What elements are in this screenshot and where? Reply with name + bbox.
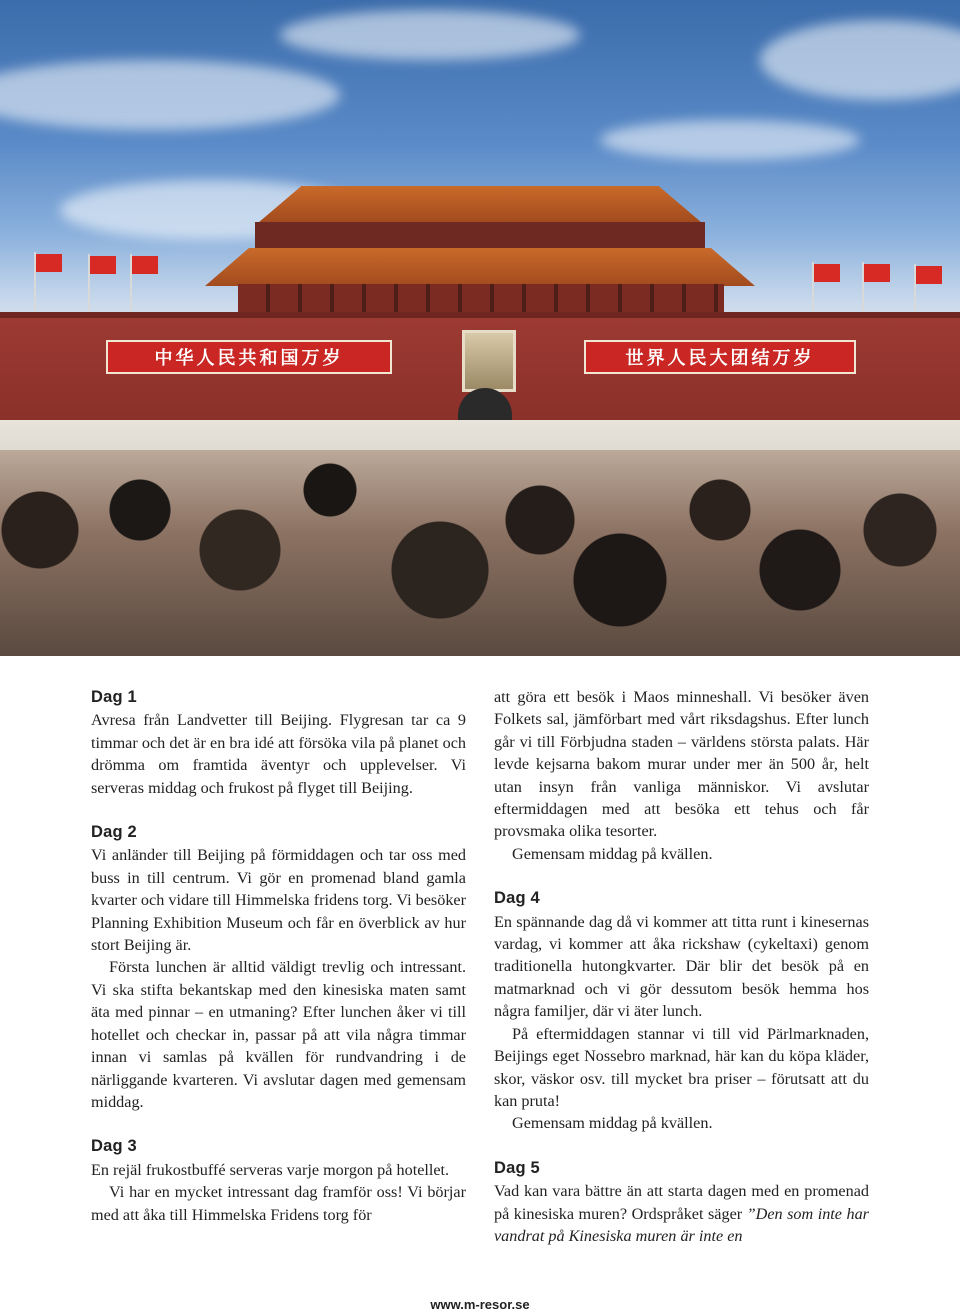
gate-tier-upper [255, 222, 705, 252]
day1-paragraph: Avresa från Landvetter till Beijing. Flygresan tar ca 9 timmar och det är en bra idé att försöka vila på planet och drömma om framtida äventyr och upplevelser. Vi serveras middag och frukost på flyget till Beijing. [91, 711, 466, 797]
banner-right: 世界人民大团结万岁 [584, 340, 856, 374]
flag [814, 264, 840, 282]
flag [864, 264, 890, 282]
flag [132, 256, 158, 274]
footer-url: www.m-resor.se [430, 1297, 530, 1312]
day5-quote: ”Den som inte har vandrat på Kinesiska muren är inte en [494, 1204, 869, 1245]
hero-photo [0, 0, 960, 656]
day2-heading: Dag 2 [91, 823, 137, 842]
day3-continued-paragraph: Gemensam middag på kvällen. [512, 844, 713, 863]
flag [916, 266, 942, 284]
gate-roof-upper [245, 186, 715, 222]
crowd [0, 450, 960, 656]
day5-paragraph [494, 1180, 869, 1247]
flag [36, 254, 62, 272]
day3-continued-paragraph: att göra ett besök i Maos minneshall. Vi besöker även Folkets sal, jämförbart med vårt riksdagshus. Efter lunch går vi till Förbjudna staden – världens största palats. Här levde kejsarna bakom murar under mer än 500 år, helt utan insyn från vanliga människor. Vi avslutar eftermiddagen med att besöka ett tehus och får provsmaka olika tesorter. [494, 688, 869, 841]
banner-left: 中华人民共和国万岁 [106, 340, 392, 374]
right-column [494, 686, 869, 1247]
day4-paragraph: En spännande dag då vi kommer att titta runt i kinesernas vardag, vi kommer att åka rickshaw (cykeltaxi) genom traditionella hutongkvarter. Där blir det besök på en matmarknad och vi gör dessutom besök hemma hos några familjer, där vi äter lunch. [494, 912, 869, 1021]
day3-paragraph: Vi har en mycket intressant dag framför oss! Vi börjar med att åka till Himmelska Fridens torg för [91, 1183, 466, 1224]
day3-heading: Dag 3 [91, 1137, 137, 1156]
gate-roof-lower [205, 248, 755, 286]
day1-heading: Dag 1 [91, 688, 137, 706]
day5-text: Vad kan vara bättre än att starta dagen med en promenad på kinesiska muren? Ordspråket säger [494, 1182, 869, 1223]
flag [90, 256, 116, 274]
day4-heading: Dag 4 [494, 889, 540, 908]
left-column [91, 686, 466, 1226]
day5-heading: Dag 5 [494, 1158, 540, 1177]
day3-paragraph: En rejäl frukostbuffé serveras varje morgon på hotellet. [91, 1160, 450, 1179]
day4-paragraph: Gemensam middag på kvällen. [512, 1114, 713, 1133]
day4-paragraph: På eftermiddagen stannar vi till vid Pärlmarknaden, Beijings eget Nossebro marknad, här kan du köpa kläder, skor, väskor osv. till mycket bra priser – förutsatt att du kan pruta! [494, 1024, 869, 1110]
portrait [462, 330, 516, 392]
day2-paragraph: Första lunchen är alltid väldigt trevlig och intressant. Vi ska stifta bekantskap med den kinesiska maten samt äta med pinnar – en utmaning? Efter lunchen åker vi till hotellet och checkar in, passar på att vila några timmar innan vi samlas på kvällen för rundvandring i de närliggande kvarteren. Vi avslutar dagen med gemensam middag. [91, 958, 466, 1111]
day2-paragraph: Vi anländer till Beijing på förmiddagen och tar oss med buss in till centrum. Vi gör en promenad bland gamla kvarter och vidare till Himmelska fridens torg. Vi besöker Planning Exhibition Museum och får en överblick av hur stort Beijing är. [91, 846, 466, 955]
